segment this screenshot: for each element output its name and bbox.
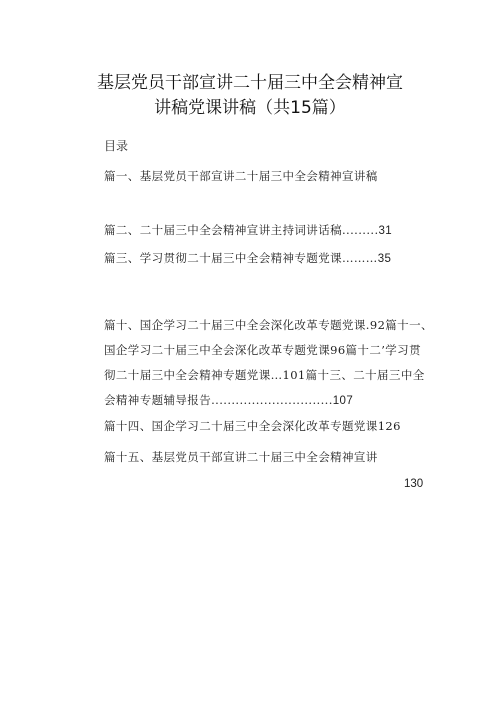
toc-entry-3 — [104, 250, 391, 267]
toc-entry-text: 篇二、二十届三中全会精神宣讲主持词讲话稿......... — [104, 223, 379, 237]
toc-entry-text: 篇十五、基层党员干部宣讲二十届三中全会精神宣讲 — [104, 450, 378, 464]
document-title-line-1: 基层党员干部宣讲二十届三中全会精神宣 — [97, 73, 403, 93]
toc-entry-text: 篇十四、国企学习二十届三中全会深化改革专题党课126 — [104, 419, 401, 433]
toc-entry-4 — [104, 317, 433, 333]
toc-entry-8 — [104, 418, 401, 434]
toc-entry-5 — [104, 342, 421, 358]
toc-entry-text: 篇十、国企学习二十届三中全会深化改革专题党课.92篇十一、 — [104, 318, 433, 332]
toc-entry-text: 篇三、学习贯彻二十届三中全会精神专题党课……… — [104, 251, 378, 265]
toc-heading: 目录 — [104, 139, 129, 153]
toc-entry-page: 35 — [377, 253, 392, 265]
document-title-line-2: 讲稿党课讲稿（共15篇） — [154, 98, 346, 118]
toc-entry-text: 篇一、基层党员干部宣讲二十届三中全会精神宣讲稿 — [104, 169, 378, 183]
toc-entry-text: 国企学习二十届三中全会深化改革专题党课96篇十二’学习贯 — [104, 343, 421, 357]
toc-entry-text: 彻二十届三中全会精神专题党课…101篇十三、二十届三中全 — [104, 368, 425, 382]
toc-entry-text: 会精神专题辅导报告.............................. — [104, 393, 333, 407]
toc-entry-page: 31 — [378, 225, 393, 237]
toc-entry-page: 107 — [332, 395, 354, 407]
toc-entry-9 — [104, 449, 378, 465]
toc-last-page-number: 130 — [404, 478, 424, 490]
toc-entry-7 — [104, 392, 353, 409]
toc-entry-6 — [104, 367, 425, 383]
toc-entry-1 — [104, 168, 378, 184]
toc-entry-2 — [104, 222, 392, 239]
